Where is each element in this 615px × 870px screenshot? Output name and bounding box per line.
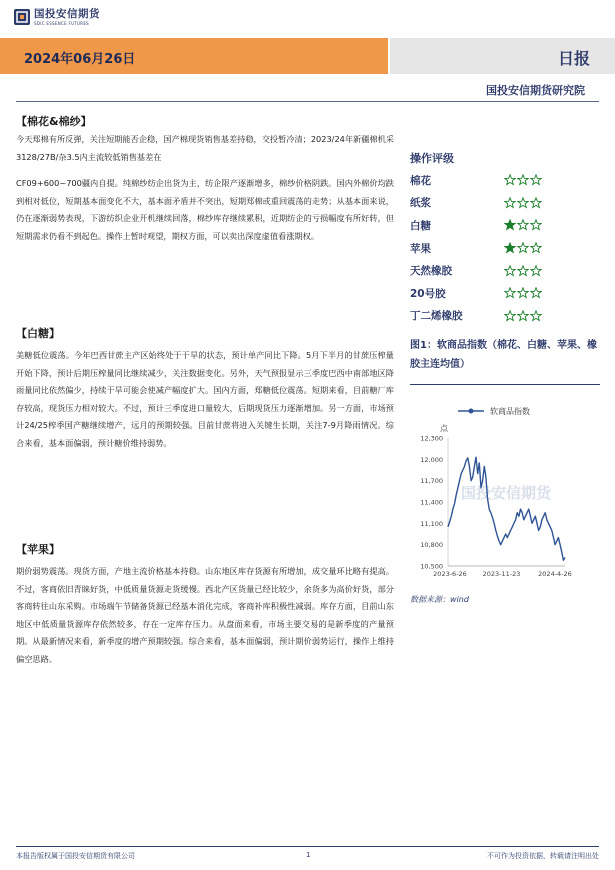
rating-commodity-name: 白糖 [410, 219, 431, 232]
x-tick-label: 2023-11-23 [482, 570, 521, 578]
rating-stars [504, 174, 542, 186]
rating-stars [504, 197, 542, 209]
report-type-banner [390, 38, 615, 74]
section-title-apple: 【苹果】 [16, 543, 60, 556]
report-type: 日报 [557, 49, 590, 68]
footer-disclaimer: 不可作为投资依据，转载请注明出处 [487, 852, 599, 860]
filled-star-icon [504, 242, 516, 254]
report-date: 2024年06月26日 [24, 52, 136, 67]
empty-star-icon [530, 310, 542, 322]
empty-star-icon [504, 310, 516, 322]
rating-commodity-name: 丁二烯橡胶 [410, 310, 463, 323]
logo-name-en: SDIC ESSENCE FUTURES [34, 20, 90, 26]
empty-star-icon [517, 265, 529, 277]
empty-star-icon [517, 197, 529, 209]
legend-dot-marker [469, 409, 474, 414]
x-tick-label: 2024-4-26 [538, 570, 572, 578]
rating-commodity-name: 棉花 [410, 174, 431, 187]
rating-panel [410, 150, 600, 327]
rating-stars [504, 287, 542, 299]
empty-star-icon [504, 197, 516, 209]
empty-star-icon [504, 265, 516, 277]
empty-star-icon [517, 219, 529, 231]
legend-label: 软商品指数 [490, 407, 530, 416]
empty-star-icon [517, 287, 529, 299]
rating-stars [504, 310, 542, 322]
chart-watermark: 国投安信期货 [460, 484, 552, 502]
empty-star-icon [504, 174, 516, 186]
rating-stars [504, 219, 542, 231]
y-tick-label: 10,500 [420, 562, 443, 571]
y-tick-label: 11,400 [420, 498, 443, 507]
section-title-cotton: 【棉花&棉纱】 [16, 115, 92, 128]
rating-stars [504, 265, 542, 277]
date-banner [0, 38, 388, 74]
empty-star-icon [530, 219, 542, 231]
x-tick-label: 2023-6-26 [433, 570, 467, 578]
empty-star-icon [517, 310, 529, 322]
rating-commodity-name: 20号胶 [410, 287, 446, 300]
section-body-apple: 期价弱势震荡。现货方面，产地主流价格基本持稳。山东地区库存货源有所增加，成交量环比略有提高。不过，客商依旧青睐好货，中低质量货源走货缓慢。西北产区货量已经比较少，余货多为高价好货，部分客商转往山东采购。市场端午节储备货源已经基本消化完成，客商补库积极性减弱。库存方面，目前山东地区中低质量货源库存依然较多，存在一定库存压力。从盘面来看，市场主要交易的是新季度的产量预期。从最新情况来看，新季度的增产预期较强。综合来看，基本面偏弱，预计期价弱势运行，操作上维持偏空思路。 [16, 566, 394, 664]
rating-row [410, 305, 600, 328]
y-tick-label: 10,800 [420, 541, 443, 550]
empty-star-icon [530, 242, 542, 254]
empty-star-icon [530, 287, 542, 299]
header-divider [16, 101, 599, 102]
empty-star-icon [517, 242, 529, 254]
rating-commodity-name: 苹果 [410, 242, 431, 255]
figure-source: 数据来源：wind [410, 595, 469, 604]
company-logo [14, 9, 100, 26]
rating-row [410, 214, 600, 237]
empty-star-icon [504, 287, 516, 299]
empty-star-icon [530, 265, 542, 277]
empty-star-icon [530, 174, 542, 186]
filled-star-icon [504, 219, 516, 231]
footer-page-number: 1 [306, 851, 311, 859]
empty-star-icon [530, 197, 542, 209]
y-tick-label: 11,100 [420, 519, 443, 528]
rating-row [410, 282, 600, 305]
section-body-sugar: 美糖低位震荡。今年巴西甘蔗主产区始终处于干旱的状态，预计单产同比下降。5月下半月的甘蔗压榨量开始下降，预计后期压榨量同比继续减少，关注数据变化。另外，天气预报显示三季度巴西中南部地区降雨量同比依然偏少，持续干旱可能会使减产幅度扩大。国内方面，郑糖低位震荡。短期来看，目前糖厂库存较高，现货压力相对较大。不过，预计三季度进口量较大，后期现货压力逐渐增加。另一方面，市场预计24/25榨季国产糖继续增产，远月的预期较强。目前甘蔗将进入关键生长期，关注7-9月降雨情况。综合来看，基本面偏弱，预计糖价维持弱势。 [16, 350, 394, 448]
rating-row [410, 192, 600, 215]
figure-title: 图1：软商品指数（棉花、白糖、苹果、橡胶主连均值） [410, 340, 597, 370]
rating-stars [504, 242, 542, 254]
figure-divider [410, 384, 600, 385]
y-tick-label: 12,000 [420, 455, 443, 464]
y-tick-label: 12,300 [420, 434, 443, 443]
rating-row [410, 169, 600, 192]
logo-name-cn: 国投安信期货 [34, 8, 100, 20]
y-axis-unit: 点 [440, 424, 448, 433]
series-line-soft-commodity-index [448, 457, 565, 560]
rating-row [410, 259, 600, 282]
section-body-cotton-1: 今天郑棉有所反弹，关注短期能否企稳，国产棉现货销售基差持稳，交投暂冷清；2023/24年新疆棉机采3128/27B/杂3.5内主流较低销售基差在 [16, 134, 394, 162]
rating-title: 操作评级 [410, 152, 454, 165]
footer-copyright: 本报告版权属于国投安信期货有限公司 [16, 852, 135, 860]
rating-row [410, 237, 600, 260]
institute-name: 国投安信期货研究院 [486, 84, 585, 97]
section-body-cotton-2: CF09+600~700疆内自提。纯棉纱纺企出货为主，纺企限产逐渐增多，棉纱价格阴跌。国内外棉价均跌到相对低位，短期基本面变化不大，基本面矛盾并不突出，短期郑棉或重回震荡的走势；从基本面来说，仍在逐渐弱势表现，下游纺织企业开机继续回落，棉纱库存继续累积，近期纺企的亏损幅度有所好转，但短期需求仍看不到起色。操作上暂时观望，期权方面，可以卖出深度虚值看涨期权。 [16, 178, 394, 241]
soft-commodity-index-chart [410, 398, 600, 588]
rating-commodity-name: 纸浆 [410, 197, 431, 210]
section-title-sugar: 【白糖】 [16, 327, 60, 340]
company-logo-icon [14, 9, 30, 25]
rating-commodity-name: 天然橡胶 [410, 265, 452, 278]
footer-divider [16, 846, 599, 847]
y-tick-label: 11,700 [420, 477, 443, 486]
empty-star-icon [517, 174, 529, 186]
